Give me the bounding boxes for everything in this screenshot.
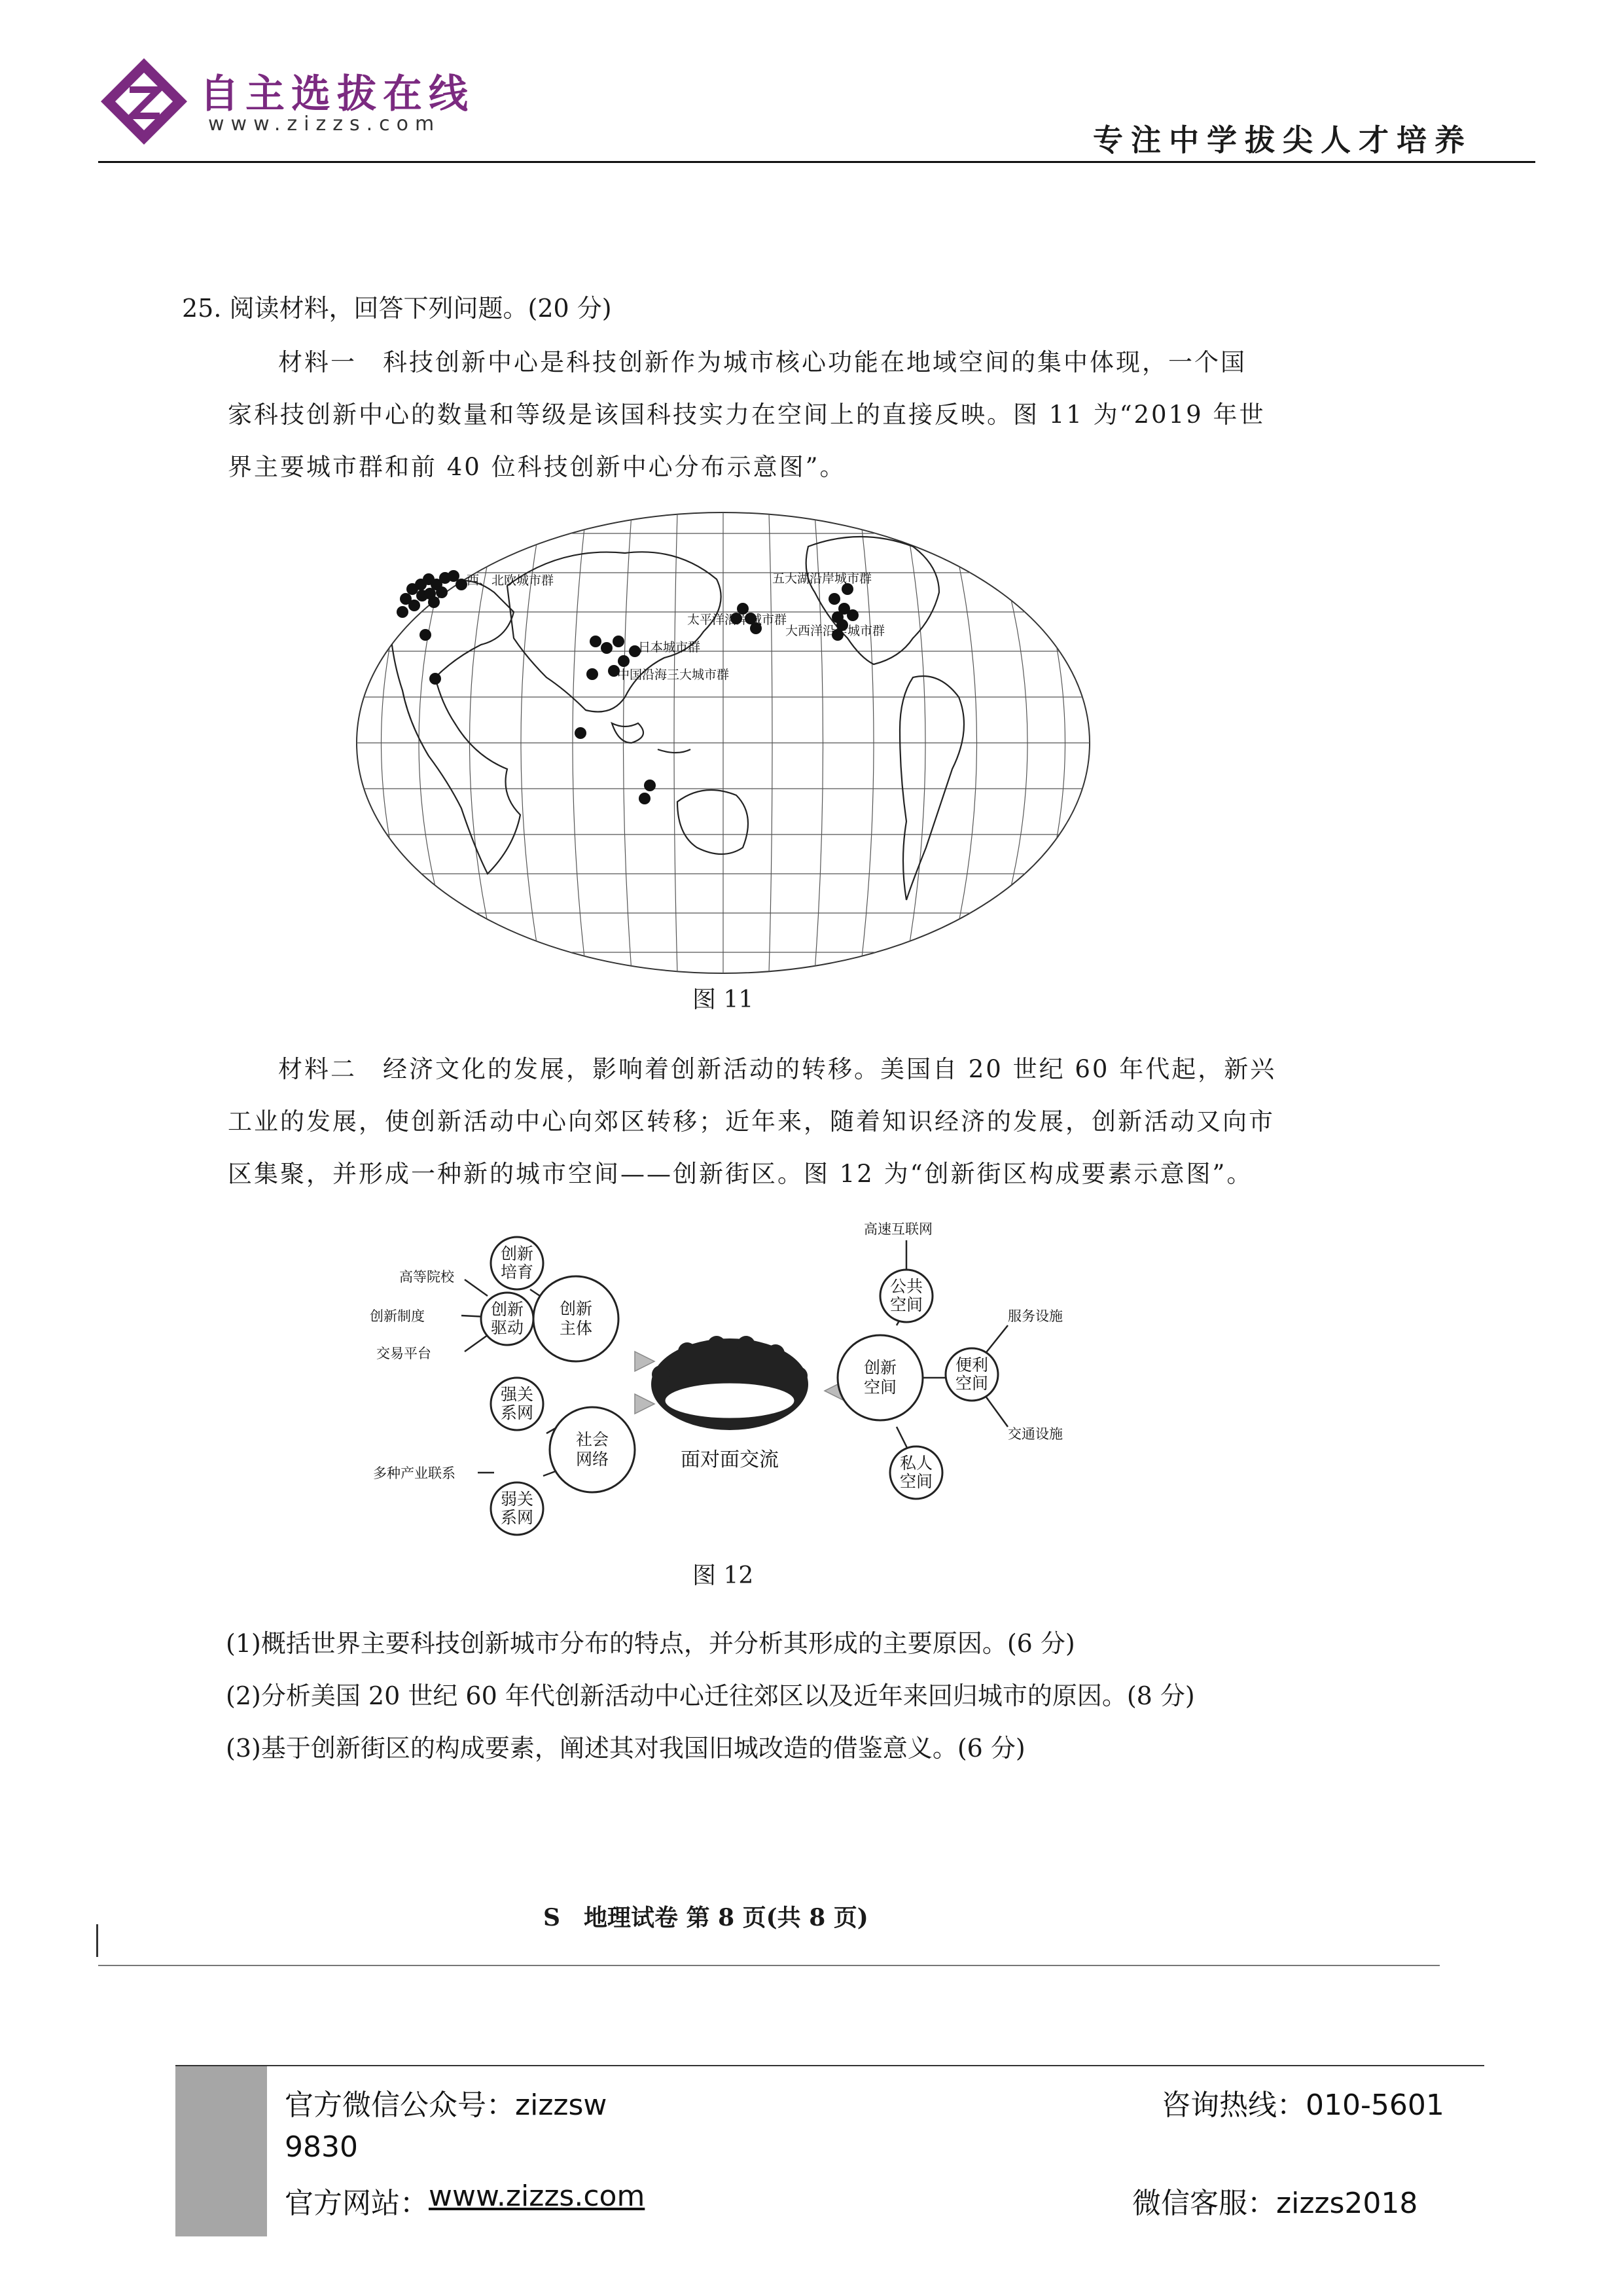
leaf-transport-facilities: 交通设施 xyxy=(1008,1426,1063,1442)
material1-line-3: 界主要城市群和前 40 位科技创新中心分布示意图”。 xyxy=(228,453,846,481)
footer-divider xyxy=(175,2065,1484,2066)
node-private-l1: 私人 xyxy=(899,1454,933,1473)
page-number-footer: S 地理试卷 第 8 页(共 8 页) xyxy=(543,1904,868,1931)
brand-name: 自主选拔在线 xyxy=(200,71,474,117)
node-space-l1: 创新 xyxy=(863,1358,897,1377)
node-social-l1: 社会 xyxy=(575,1430,609,1449)
node-weak-l2: 系网 xyxy=(500,1508,534,1527)
footer-wechat: 官方微信公众号：zizzsw xyxy=(285,2089,607,2122)
node-strong-l1: 强关 xyxy=(500,1385,534,1404)
footer-hotline: 咨询热线：010-5601 xyxy=(1162,2089,1444,2122)
label-japan: 日本城市群 xyxy=(638,640,701,655)
node-incubation-l2: 培育 xyxy=(500,1263,534,1282)
material1-line-2: 家科技创新中心的数量和等级是该国科技实力在空间上的直接反映。图 11 为“2019 年世 xyxy=(228,401,1266,429)
node-innovation-subject-l1: 创新 xyxy=(559,1299,593,1318)
node-space-l2: 空间 xyxy=(863,1378,897,1397)
node-convenient-l2: 空间 xyxy=(955,1374,989,1393)
brand-url: www.zizzs.com xyxy=(208,113,441,135)
sub-question-3: (3)基于创新街区的构成要素，阐述其对我国旧城改造的借鉴意义。(6 分) xyxy=(226,1734,1026,1763)
footer-gray-block xyxy=(175,2066,267,2236)
footer-website-label: 官方网站： xyxy=(285,2187,429,2220)
sub-question-2: (2)分析美国 20 世纪 60 年代创新活动中心迁往郊区以及近年来回归城市的原因。(8 分) xyxy=(226,1681,1195,1710)
node-strong-l2: 系网 xyxy=(500,1403,534,1422)
leaf-innovation-system: 创新制度 xyxy=(370,1308,425,1324)
figure-11-caption: 图 11 xyxy=(692,986,754,1013)
footer-website-link[interactable]: www.zizzs.com xyxy=(429,2179,645,2213)
slogan: 专注中学拔尖人才培养 xyxy=(1093,122,1472,158)
label-china: 中国沿海三大城市群 xyxy=(617,668,730,682)
innovation-district-diagram xyxy=(347,1204,1106,1571)
node-public-l1: 公共 xyxy=(889,1277,923,1296)
node-private-l2: 空间 xyxy=(899,1472,933,1491)
label-pacific: 太平洋沿岸城市群 xyxy=(687,613,787,627)
node-drive-l1: 创新 xyxy=(490,1300,524,1319)
sub-question-1: (1)概括世界主要科技创新城市分布的特点，并分析其形成的主要原因。(6 分) xyxy=(226,1629,1075,1658)
leaf-internet: 高速互联网 xyxy=(864,1221,933,1237)
leaf-universities: 高等院校 xyxy=(399,1269,454,1285)
question-title: 25. 阅读材料，回答下列问题。(20 分) xyxy=(182,294,612,323)
meeting-illustration-icon xyxy=(651,1336,808,1430)
label-atlantic: 大西洋沿岸城市群 xyxy=(785,624,885,638)
header-divider xyxy=(98,161,1535,163)
node-social-l2: 网络 xyxy=(575,1450,609,1469)
material1-line-1: 材料一 科技创新中心是科技创新作为城市核心功能在地域空间的集中体现，一个国 xyxy=(278,348,1247,376)
label-great-lakes: 五大湖沿岸城市群 xyxy=(772,571,872,586)
footer-wechat-cont: 9830 xyxy=(285,2130,358,2164)
material2-line-1: 材料二 经济文化的发展，影响着创新活动的转移。美国自 20 世纪 60 年代起，新兴 xyxy=(278,1055,1277,1083)
label-west-north-europe: 西、北欧城市群 xyxy=(467,573,554,588)
material2-line-2: 工业的发展，使创新活动中心向郊区转移；近年来，随着知识经济的发展，创新活动又向市 xyxy=(228,1107,1275,1136)
node-convenient-l1: 便利 xyxy=(955,1355,989,1374)
brand-logo-icon xyxy=(98,56,190,147)
node-incubation-l1: 创新 xyxy=(500,1244,534,1263)
node-public-l2: 空间 xyxy=(889,1295,923,1314)
figure-12-caption: 图 12 xyxy=(692,1562,754,1589)
scan-bottom-line xyxy=(98,1965,1440,1966)
leaf-trading-platform: 交易平台 xyxy=(376,1346,431,1361)
node-drive-l2: 驱动 xyxy=(490,1318,524,1337)
world-map-figure xyxy=(350,507,1096,978)
material2-line-3: 区集聚，并形成一种新的城市空间——创新街区。图 12 为“创新街区构成要素示意图”。 xyxy=(228,1160,1253,1188)
leaf-industry-links: 多种产业联系 xyxy=(373,1465,455,1481)
leaf-service-facilities: 服务设施 xyxy=(1008,1308,1063,1324)
node-innovation-subject-l2: 主体 xyxy=(559,1319,593,1338)
scan-edge-mark xyxy=(96,1924,98,1957)
center-label: 面对面交流 xyxy=(681,1448,779,1471)
footer-service: 微信客服：zizzs2018 xyxy=(1132,2187,1418,2220)
node-weak-l1: 弱关 xyxy=(500,1490,534,1509)
